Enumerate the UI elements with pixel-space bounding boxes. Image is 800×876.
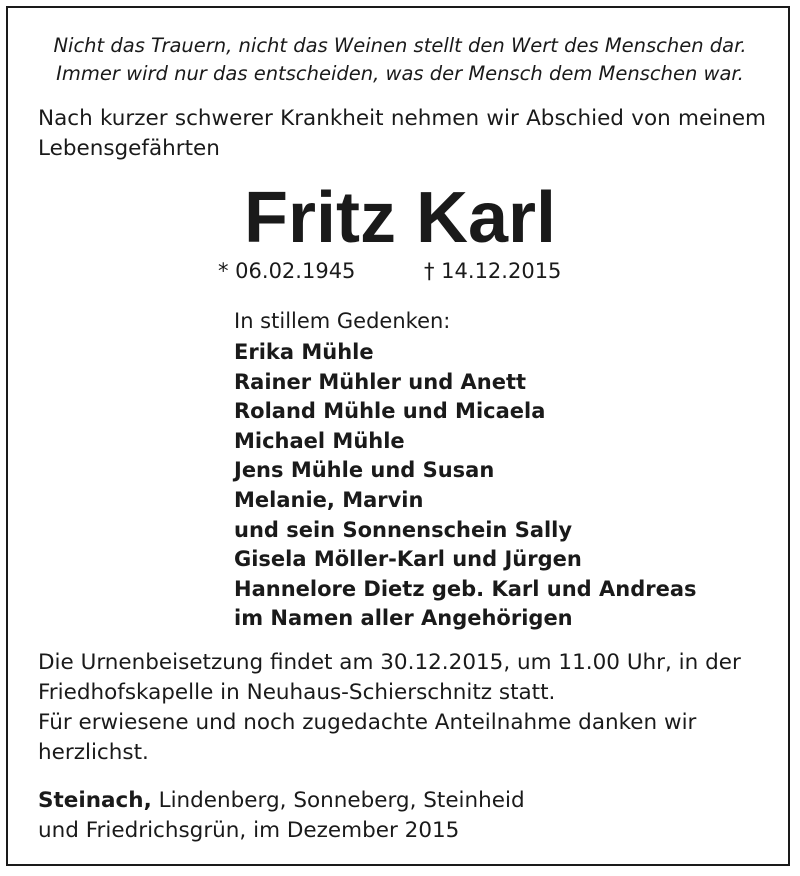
birth-date: * 06.02.1945	[218, 259, 356, 283]
mourner-item: im Namen aller Angehörigen	[234, 606, 573, 631]
mourner-item: und sein Sonnenschein Sally	[234, 517, 573, 542]
mourner-item: Gisela Möller-Karl und Jürgen	[234, 547, 582, 572]
place-and-date	[38, 786, 525, 846]
burial-text: Die Urnenbeisetzung findet am 30.12.2015, um 11.00 Uhr, in der Friedhofskapelle in Neuhaus-Schierschnitz statt.	[38, 650, 741, 705]
thanks-text: Für erwiesene und noch zugedachte Anteilnahme danken wir herzlichst.	[38, 710, 697, 765]
motto-line-2: Immer wird nur das entscheiden, was der Mensch dem Menschen war.	[56, 62, 744, 85]
mourner-item: Michael Mühle	[234, 428, 405, 453]
motto-line-1: Nicht das Trauern, nicht das Weinen stellt den Wert des Menschen dar.	[53, 34, 747, 57]
place-rest: Lindenberg, Sonneberg, Steinheid	[151, 788, 525, 813]
mourner-item: Hannelore Dietz geb. Karl und Andreas	[234, 576, 697, 601]
mourner-item: Rainer Mühler und Anett	[234, 369, 527, 394]
place-main: Steinach,	[38, 788, 152, 813]
mourner-item: Erika Mühle	[234, 340, 374, 364]
place-line-2: und Friedrichsgrün, im Dezember 2015	[38, 818, 460, 843]
mourner-item: Roland Mühle und Micaela	[234, 399, 546, 424]
burial-notice	[38, 648, 766, 768]
mourner-list	[234, 338, 697, 634]
gedenken-label: In stillem Gedenken:	[234, 309, 451, 333]
deceased-name: Fritz Karl	[243, 178, 557, 258]
mourner-item: Jens Mühle und Susan	[234, 458, 495, 483]
mourner-item: Melanie, Marvin	[234, 487, 424, 512]
intro-text: Nach kurzer schwerer Krankheit nehmen wir Abschied von meinem Lebensgefährten	[38, 106, 766, 161]
death-date: † 14.12.2015	[424, 259, 562, 283]
